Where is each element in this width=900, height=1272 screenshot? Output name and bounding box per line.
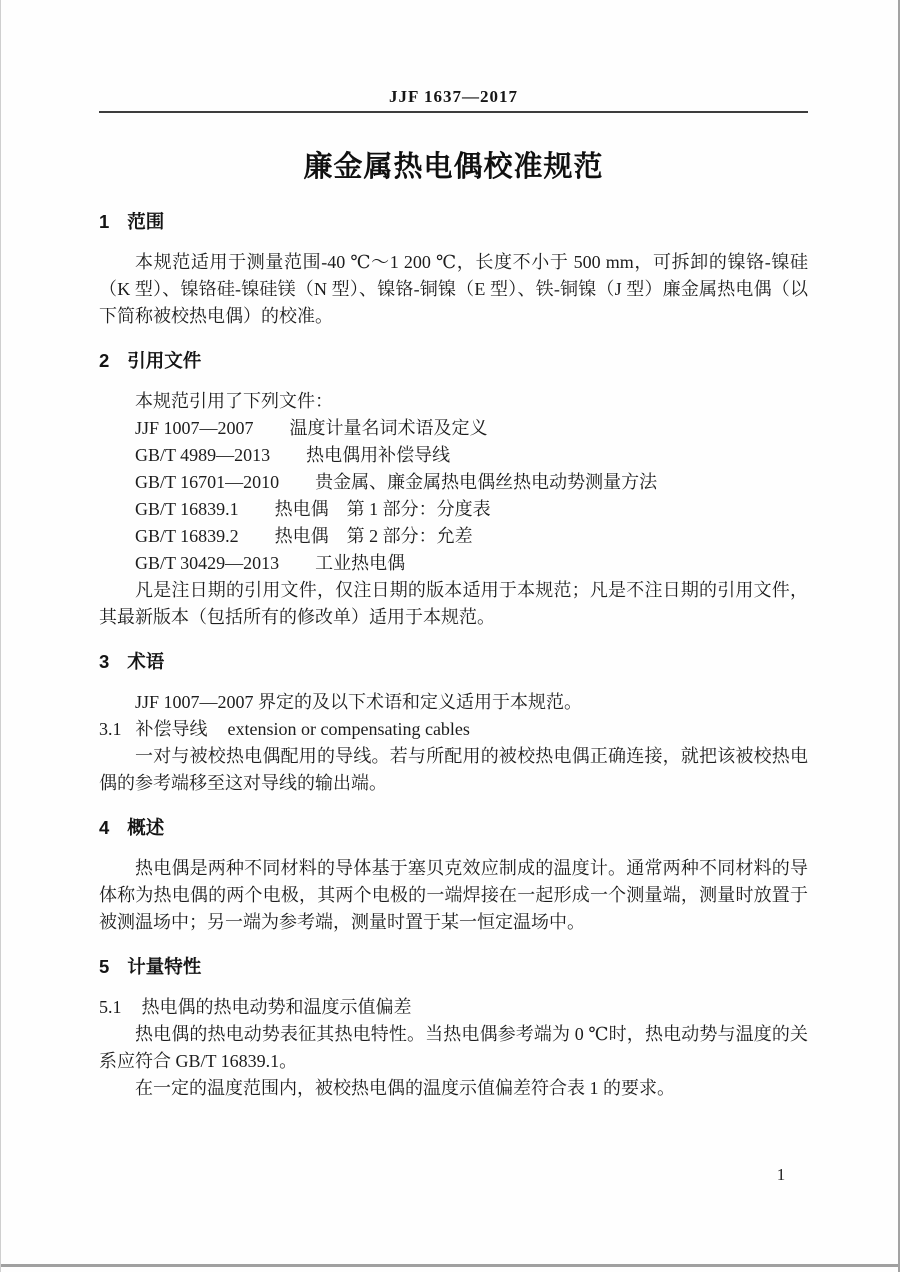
section-heading-overview — [99, 815, 808, 841]
section-heading-label: 概述 — [127, 817, 165, 838]
page-bottom-edge-line — [1, 1264, 898, 1267]
paragraph-overview: 热电偶是两种不同材料的导体基于塞贝克效应制成的温度计。通常两种不同材料的导体称为热电偶的两个电极，其两个电极的一端焊接在一起形成一个测量端，测量时放置于被测温场中；另一端为参考端，测量时置于某一恒定温场中。 — [99, 858, 808, 932]
subsection-term-line — [99, 716, 808, 743]
term-english: extension or compensating cables — [227, 719, 470, 739]
section-number: 4 — [99, 817, 110, 838]
section-number: 3 — [99, 651, 110, 672]
reference-item: GB/T 16701—2010 贵金属、廉金属热电偶丝热电动势测量方法 — [135, 472, 658, 492]
reference-item: GB/T 16839.1 热电偶 第 1 部分：分度表 — [135, 499, 491, 519]
section-heading-label: 范围 — [127, 211, 165, 232]
section-heading-terms — [99, 649, 808, 675]
subsection-title: 热电偶的热电动势和温度示值偏差 — [141, 997, 412, 1017]
section-heading-references — [99, 348, 808, 374]
paragraph-term-definition: 一对与被校热电偶配用的导线。若与所配用的被校热电偶正确连接，就把该被校热电偶的参考端移至这对导线的输出端。 — [99, 746, 808, 793]
subsection-number: 3.1 — [99, 719, 122, 739]
term-chinese: 补偿导线 — [135, 719, 208, 739]
header-rule — [99, 111, 808, 113]
reference-item: JJF 1007—2007 温度计量名词术语及定义 — [135, 418, 488, 438]
paragraph-metrological-1: 热电偶的热电动势表征其热电特性。当热电偶参考端为 0 ℃时，热电动势与温度的关系应符合 GB/T 16839.1。 — [99, 1024, 808, 1071]
reference-item: GB/T 30429—2013 工业热电偶 — [135, 553, 406, 573]
section-heading-label: 术语 — [127, 651, 165, 672]
section-heading-scope — [99, 209, 808, 235]
subsection-title-line — [99, 994, 808, 1021]
reference-item: GB/T 4989—2013 热电偶用补偿导线 — [135, 445, 451, 465]
paragraph-terms-intro: JJF 1007—2007 界定的及以下术语和定义适用于本规范。 — [135, 692, 583, 712]
section-heading-label: 计量特性 — [127, 956, 202, 977]
page-number: 1 — [776, 1165, 786, 1184]
paragraph-references-intro: 本规范引用了下列文件： — [135, 391, 333, 411]
section-heading-metrological — [99, 954, 808, 980]
document-title: 廉金属热电偶校准规范 — [303, 151, 604, 183]
paragraph-references-outro: 凡是注日期的引用文件，仅注日期的版本适用于本规范；凡是不注日期的引用文件，其最新版本（包括所有的修改单）适用于本规范。 — [99, 580, 808, 627]
document-code-header: JJF 1637—2017 — [388, 87, 518, 106]
section-number: 5 — [99, 956, 110, 977]
paragraph-metrological-2: 在一定的温度范围内，被校热电偶的温度示值偏差符合表 1 的要求。 — [135, 1078, 675, 1098]
section-number: 2 — [99, 350, 110, 371]
subsection-number: 5.1 — [99, 997, 122, 1017]
section-number: 1 — [99, 211, 110, 232]
section-heading-label: 引用文件 — [127, 350, 202, 371]
paragraph-scope: 本规范适用于测量范围-40 ℃～1 200 ℃，长度不小于 500 mm，可拆卸的镍铬-镍硅（K 型）、镍铬硅-镍硅镁（N 型）、镍铬-铜镍（E 型）、铁-铜镍（J 型）廉金属热电偶（以下简称被校热电偶）的校准。 — [99, 252, 808, 326]
page-content — [1, 0, 898, 1102]
reference-item: GB/T 16839.2 热电偶 第 2 部分：允差 — [135, 526, 473, 546]
